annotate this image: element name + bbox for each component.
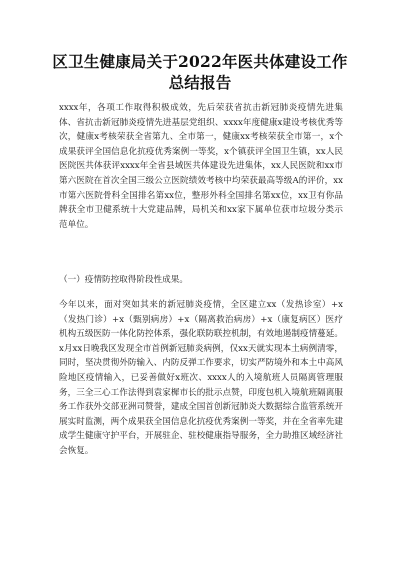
section-heading-epidemic-control: （一）疫情防控取得阶段性成果。 (59, 275, 188, 285)
document-title-line-2: 总结报告 (168, 73, 232, 92)
document-title-line-1: 区卫生健康局关于2022年医共体建设工作 (52, 52, 348, 71)
paragraph-achievements: xxxx年，各项工作取得积极成效，先后荣获省抗击新冠肺炎疫情先进集体、省抗击新冠肺炎疫情先进基层党组织、xxxx年度健康x建设考核优秀等次，健康x考核荣获全省第九、全市第一，健康xx考核荣获全市第一，x个成果获评全国信息化抗疫优秀案例一等奖，x个镇获评全国卫生镇，xx人民医院医共体获评xxxx年全省县域医共体建设先进集体，xx人民医院和xx市第六医院在首次全国三级公立医院绩效考核中均荣获最高等级A的评价，xx市第六医院骨科全国排名第xx位，整形外科全国排名第xx位，xx卫有你品牌获全市卫健系统十大党建品牌，局机关和xx家下属单位获市垃圾分类示范单位。 (59, 103, 343, 230)
paragraph-epidemic-control: 今年以来，面对突如其来的新冠肺炎疫情，全区建立xx（发热诊室）+x（发热门诊）+x（甄别病房）+x（隔离救治病房）+x（康复病区）医疗机构五级医防一体化防控体系，强化联防联控机制，有效地遏制疫情蔓延。x月xx日晚我区发现全市首例新冠肺炎病例，仅xx天就实现本土病例清零，同时，坚决贯彻外防输入、内防反弹工作要求，切实严防境外和本土中高风险地区疫情输入，已妥善做好x班次、xxxx人的入境航班人员隔离管理服务，三全三心工作法得到袁家樨市长的批示点赞，印度包机入境航班隔离服务工作获外交部亚洲司赞誉，建成全国首创新冠肺炎大数据综合监管系统开展实时监测，两个成果获全国信息化抗疫优秀案例一等奖，并在全省率先建成学生健康守护平台，开展驻企、驻校健康指导服务，全力助推区域经济社会恢复。 (59, 300, 343, 456)
